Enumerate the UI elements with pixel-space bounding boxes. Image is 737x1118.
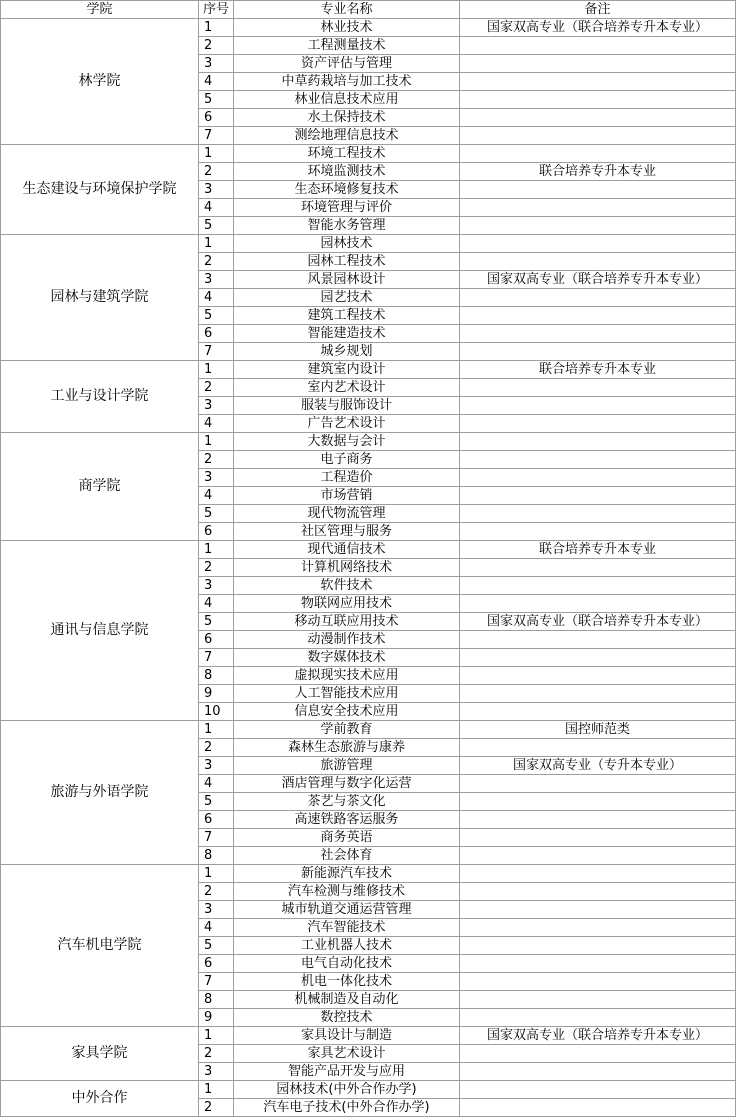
major-name: 城市轨道交通运营管理 [234,901,460,919]
major-note [460,793,736,811]
header-number: 序号 [199,1,234,19]
major-name: 园林技术 [234,235,460,253]
major-note [460,703,736,721]
major-note [460,343,736,361]
major-number: 6 [199,955,234,973]
major-number: 2 [199,379,234,397]
table-body [1,19,736,1117]
major-number: 6 [199,811,234,829]
major-note [460,1081,736,1099]
major-name: 社区管理与服务 [234,523,460,541]
major-note [460,955,736,973]
major-number: 6 [199,631,234,649]
major-number: 6 [199,523,234,541]
major-number: 7 [199,343,234,361]
major-name: 数控技术 [234,1009,460,1027]
table-row [1,361,736,379]
major-name: 智能产品开发与应用 [234,1063,460,1081]
major-note [460,1099,736,1117]
major-name: 工程测量技术 [234,37,460,55]
major-name: 汽车电子技术(中外合作办学) [234,1099,460,1117]
major-number: 4 [199,919,234,937]
major-number: 7 [199,649,234,667]
major-name: 水土保持技术 [234,109,460,127]
major-name: 环境工程技术 [234,145,460,163]
major-note [460,145,736,163]
major-number: 4 [199,199,234,217]
major-note [460,883,736,901]
major-note [460,505,736,523]
major-note [460,1009,736,1027]
major-number: 1 [199,19,234,37]
major-name: 园艺技术 [234,289,460,307]
major-note [460,199,736,217]
major-number: 4 [199,487,234,505]
major-note [460,577,736,595]
major-note: 国家双高专业（联合培养专升本专业） [460,613,736,631]
major-number: 3 [199,901,234,919]
college-name: 园林与建筑学院 [1,235,199,361]
major-number: 1 [199,721,234,739]
major-note [460,487,736,505]
major-number: 5 [199,937,234,955]
major-note [460,847,736,865]
major-number: 10 [199,703,234,721]
major-note [460,595,736,613]
major-note [460,397,736,415]
major-number: 3 [199,1063,234,1081]
college-name: 汽车机电学院 [1,865,199,1027]
major-note [460,55,736,73]
major-name: 城乡规划 [234,343,460,361]
major-number: 2 [199,37,234,55]
major-note [460,631,736,649]
table-row [1,865,736,883]
major-name: 广告艺术设计 [234,415,460,433]
major-number: 2 [199,253,234,271]
major-note [460,91,736,109]
major-number: 3 [199,397,234,415]
major-number: 6 [199,109,234,127]
major-name: 虚拟现实技术应用 [234,667,460,685]
major-name: 市场营销 [234,487,460,505]
major-note [460,73,736,91]
major-name: 建筑室内设计 [234,361,460,379]
major-name: 生态环境修复技术 [234,181,460,199]
major-number: 5 [199,505,234,523]
major-name: 电气自动化技术 [234,955,460,973]
major-note: 联合培养专升本专业 [460,361,736,379]
major-note [460,667,736,685]
major-name: 森林生态旅游与康养 [234,739,460,757]
major-number: 2 [199,739,234,757]
major-name: 测绘地理信息技术 [234,127,460,145]
major-note [460,37,736,55]
major-note [460,865,736,883]
major-note [460,127,736,145]
major-name: 数字媒体技术 [234,649,460,667]
college-name: 家具学院 [1,1027,199,1081]
header-note: 备注 [460,1,736,19]
college-name: 林学院 [1,19,199,145]
table-row [1,721,736,739]
table-row [1,541,736,559]
major-note [460,559,736,577]
major-name: 信息安全技术应用 [234,703,460,721]
major-note [460,415,736,433]
major-name: 动漫制作技术 [234,631,460,649]
major-number: 4 [199,415,234,433]
major-name: 家具设计与制造 [234,1027,460,1045]
major-number: 2 [199,1099,234,1117]
major-name: 高速铁路客运服务 [234,811,460,829]
major-note [460,829,736,847]
major-number: 2 [199,1045,234,1063]
major-note [460,649,736,667]
major-name: 风景园林设计 [234,271,460,289]
major-note: 国控师范类 [460,721,736,739]
major-name: 林业信息技术应用 [234,91,460,109]
major-name: 机械制造及自动化 [234,991,460,1009]
major-note [460,253,736,271]
major-note [460,739,736,757]
major-name: 社会体育 [234,847,460,865]
major-name: 环境管理与评价 [234,199,460,217]
major-note: 联合培养专升本专业 [460,541,736,559]
major-name: 茶艺与茶文化 [234,793,460,811]
major-note [460,433,736,451]
major-note [460,775,736,793]
header-row [1,1,736,19]
major-number: 5 [199,613,234,631]
major-name: 现代物流管理 [234,505,460,523]
major-number: 2 [199,451,234,469]
college-name: 中外合作 [1,1081,199,1117]
major-note [460,523,736,541]
major-number: 2 [199,883,234,901]
major-note [460,109,736,127]
major-note [460,181,736,199]
major-name: 新能源汽车技术 [234,865,460,883]
major-number: 5 [199,217,234,235]
major-number: 8 [199,991,234,1009]
major-name: 家具艺术设计 [234,1045,460,1063]
major-number: 3 [199,577,234,595]
major-name: 学前教育 [234,721,460,739]
major-name: 智能水务管理 [234,217,460,235]
major-name: 汽车智能技术 [234,919,460,937]
major-number: 8 [199,847,234,865]
major-name: 林业技术 [234,19,460,37]
major-name: 酒店管理与数字化运营 [234,775,460,793]
header-college: 学院 [1,1,199,19]
college-name: 工业与设计学院 [1,361,199,433]
major-number: 3 [199,271,234,289]
major-number: 3 [199,469,234,487]
header-major-name: 专业名称 [234,1,460,19]
major-name: 资产评估与管理 [234,55,460,73]
major-name: 旅游管理 [234,757,460,775]
major-note [460,379,736,397]
major-note [460,901,736,919]
major-note [460,973,736,991]
major-number: 4 [199,73,234,91]
major-name: 园林技术(中外合作办学) [234,1081,460,1099]
major-note [460,1063,736,1081]
major-note [460,235,736,253]
major-name: 现代通信技术 [234,541,460,559]
major-number: 1 [199,361,234,379]
major-name: 软件技术 [234,577,460,595]
major-note [460,1045,736,1063]
major-number: 2 [199,163,234,181]
table-row [1,19,736,37]
major-note [460,937,736,955]
major-name: 汽车检测与维修技术 [234,883,460,901]
college-name: 生态建设与环境保护学院 [1,145,199,235]
major-note [460,289,736,307]
major-number: 4 [199,289,234,307]
major-name: 服装与服饰设计 [234,397,460,415]
major-note: 国家双高专业（联合培养专升本专业） [460,1027,736,1045]
major-number: 2 [199,559,234,577]
major-number: 7 [199,127,234,145]
table-row [1,145,736,163]
major-name: 园林工程技术 [234,253,460,271]
major-number: 7 [199,829,234,847]
major-name: 物联网应用技术 [234,595,460,613]
major-name: 环境监测技术 [234,163,460,181]
major-note [460,685,736,703]
major-name: 智能建造技术 [234,325,460,343]
major-note [460,919,736,937]
major-note: 国家双高专业（联合培养专升本专业） [460,19,736,37]
college-name: 通讯与信息学院 [1,541,199,721]
major-name: 建筑工程技术 [234,307,460,325]
major-number: 1 [199,433,234,451]
major-name: 中草药栽培与加工技术 [234,73,460,91]
major-number: 9 [199,1009,234,1027]
major-number: 1 [199,541,234,559]
major-number: 4 [199,595,234,613]
major-number: 6 [199,325,234,343]
major-number: 3 [199,181,234,199]
major-number: 8 [199,667,234,685]
major-name: 计算机网络技术 [234,559,460,577]
major-number: 1 [199,865,234,883]
major-name: 工程造价 [234,469,460,487]
major-note: 国家双高专业（联合培养专升本专业） [460,271,736,289]
major-name: 商务英语 [234,829,460,847]
major-name: 人工智能技术应用 [234,685,460,703]
major-number: 5 [199,793,234,811]
table-row [1,235,736,253]
major-name: 工业机器人技术 [234,937,460,955]
major-number: 3 [199,757,234,775]
major-note [460,811,736,829]
table-row [1,1081,736,1099]
college-name: 商学院 [1,433,199,541]
major-number: 5 [199,307,234,325]
major-note [460,307,736,325]
major-name: 电子商务 [234,451,460,469]
major-number: 1 [199,145,234,163]
major-number: 4 [199,775,234,793]
major-number: 3 [199,55,234,73]
major-name: 室内艺术设计 [234,379,460,397]
table-row [1,433,736,451]
major-note [460,451,736,469]
major-note: 联合培养专升本专业 [460,163,736,181]
major-note [460,469,736,487]
major-name: 大数据与会计 [234,433,460,451]
major-note [460,217,736,235]
major-name: 移动互联应用技术 [234,613,460,631]
college-name: 旅游与外语学院 [1,721,199,865]
major-number: 1 [199,1027,234,1045]
major-number: 7 [199,973,234,991]
major-note [460,991,736,1009]
major-number: 1 [199,235,234,253]
major-number: 5 [199,91,234,109]
major-number: 1 [199,1081,234,1099]
major-number: 9 [199,685,234,703]
table-row [1,1027,736,1045]
major-note: 国家双高专业（专升本专业） [460,757,736,775]
major-name: 机电一体化技术 [234,973,460,991]
major-note [460,325,736,343]
